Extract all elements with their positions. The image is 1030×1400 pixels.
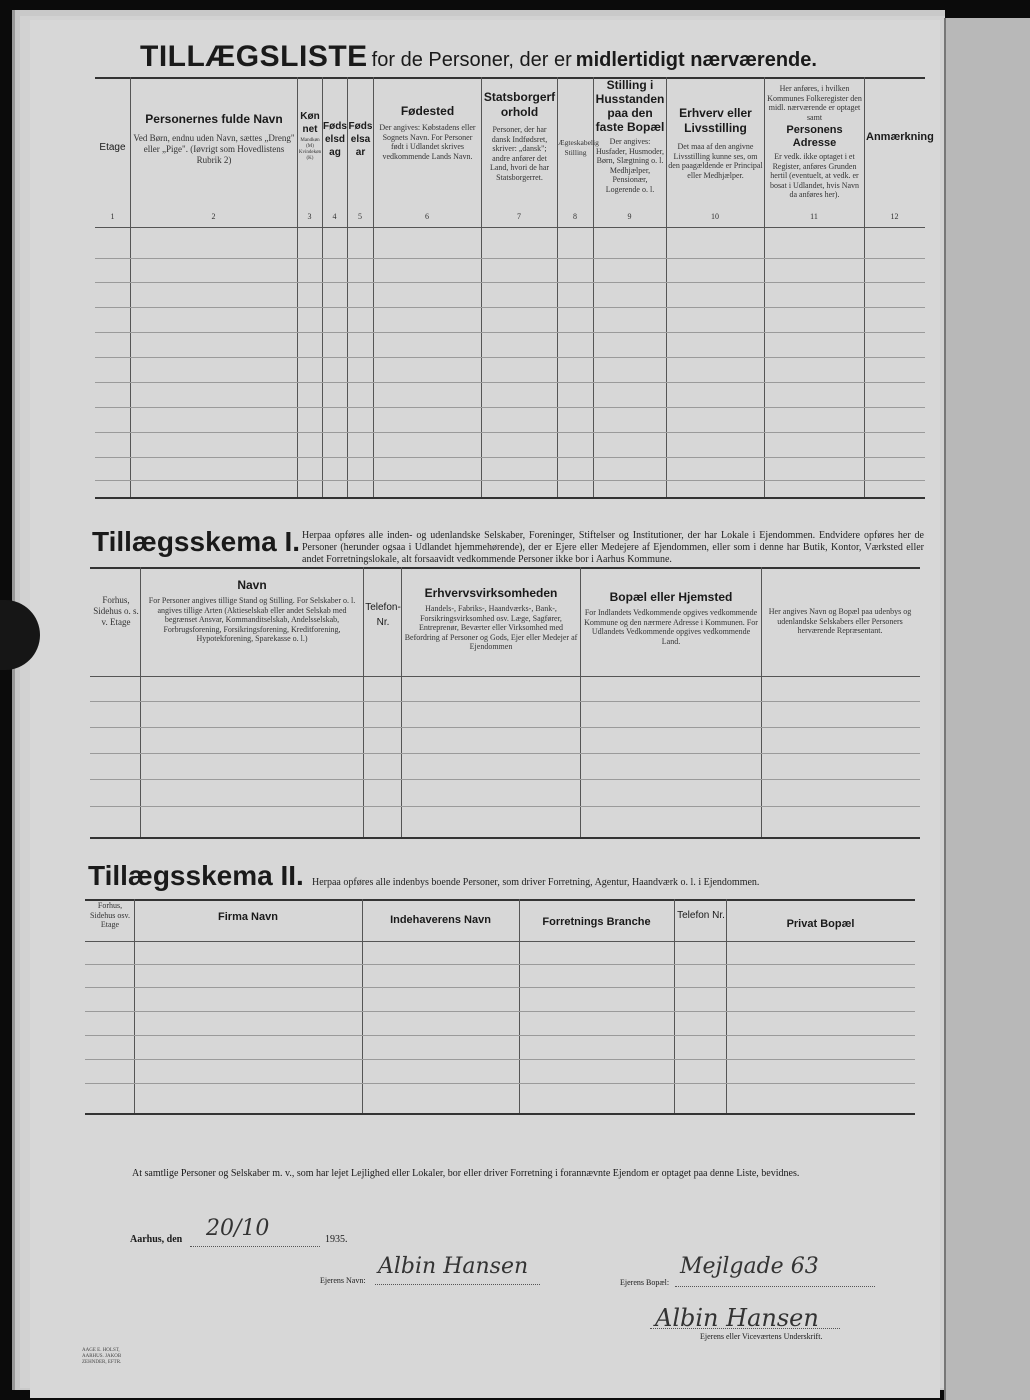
s2-col-privat-bopael: Privat Bopæl bbox=[786, 918, 855, 930]
s1-col-etage: Forhus, Sidehus o. s. v. Etage bbox=[93, 595, 139, 627]
skema1-bottom-border bbox=[90, 837, 920, 839]
skema1-title: Tillægsskema I. bbox=[92, 526, 301, 557]
col-header-adresse: Her anføres, i hvilken Kommunes Folkeregister den midl. nærværende er optaget samt Personens Adresse Er vedk. ikke optaget i et Register, anføres Grunden hertil (eventuelt, at vedk. er bosat i Udlandet, hvis Navn da anføres her). bbox=[767, 84, 862, 199]
signature-handwritten: Albin Hansen bbox=[655, 1304, 819, 1332]
city-label: Aarhus, den bbox=[130, 1234, 183, 1245]
date-handwritten: 20/10 bbox=[206, 1216, 270, 1241]
certification-text: At samtlige Personer og Selskaber m. v., som har lejet Lejlighed eller Lokaler, bor eller driver Forretning i forannævnte Ejendom er optaget paa denne Liste, bevidnes. bbox=[132, 1168, 800, 1179]
s1-col-navn: Navn For Personer angives tillige Stand og Stilling. For Selskaber o. l. angives tillige Arten (Aktieselskab eller andet Selskab med begrænset Ansvar, Kommanditselskab, Andelsselskab, Forbrugsforening, Forsikringsforening, Kreditforening, Hypotekforening, Sparekasse o. l.) bbox=[148, 578, 356, 643]
skema2-title: Tillægsskema II. bbox=[88, 860, 304, 891]
page-title: TILLÆGSLISTE for de Personer, der er midlertidigt nærværende. bbox=[140, 40, 817, 73]
s2-col-etage: Forhus, Sidehus osv. Etage bbox=[90, 901, 130, 929]
s1-col-repraesentant: Her angives Navn og Bopæl paa udenbys og udenlandske Selskabers eller Personers herværende Repræsentant. bbox=[768, 607, 912, 635]
skema1-intro: Herpaa opføres alle inden- og udenlandske Selskaber, Foreninger, Stiftelser og Institutioner, der har Lokale i Ejendommen. Endvidere opføres her de Personer (herunder ogsaa i Udlandet hjemmehørende), der er Ejere eller Medejere af Ejendommen, eller som i denne har Butik, Kontor, Værksted eller andet Forretningslokale, alt forsaavidt vedkommende Personer ikke bor i Aarhus Kommune. bbox=[302, 530, 924, 565]
s2-col-telefon: Telefon Nr. bbox=[677, 910, 725, 921]
s2-col-firma: Firma Navn bbox=[218, 911, 278, 923]
owner-name-handwritten: Albin Hansen bbox=[378, 1254, 529, 1279]
printer-imprint: AAGE E. HOLST, AARHUS. JAKOB ZEHNDER, EFTR. bbox=[82, 1348, 122, 1365]
col-header-foedselsaar: Fødselsaar bbox=[348, 121, 373, 158]
col-header-stilling: Stilling i Husstanden paa den faste Bopæl Der angives: Husfader, Husmoder, Børn, Slægtning o. l. Medhjælper, Pensionær, Logerende o. l. bbox=[595, 78, 665, 194]
s1-col-telefon: Telefon-Nr. bbox=[365, 602, 401, 628]
skema1-top-border bbox=[90, 567, 920, 569]
signature-label: Ejerens eller Viceværtens Underskrift. bbox=[700, 1332, 823, 1341]
table1-top-border bbox=[95, 77, 925, 79]
col-header-foedselsdag: Fødselsdag bbox=[323, 121, 347, 158]
s1-col-erhverv: Erhvervsvirksomheden Handels-, Fabriks-, Haandværks-, Bank-, Forsikringsvirksomhed osv. Læge, Sagfører, Entreprenør, Beværter eller Virksomhed med Befordring af Personer og Gods, Ejer eller Medejer af Ejendommen bbox=[404, 586, 578, 651]
s2-col-branche: Forretnings Branche bbox=[542, 916, 651, 928]
col-header-koen: Kønnet Mandkøn (M) Kvindekøn (K) bbox=[298, 111, 322, 161]
col-header-aegteskabelig: Ægteskabelig Stilling bbox=[558, 138, 599, 157]
skema2-top-border bbox=[85, 899, 915, 901]
col-header-statsborger: Statsborgerforhold Personer, der har dansk Indfødsret, skriver: „dansk"; andre anfører det Land, hvori de har Statsborgerret. bbox=[483, 90, 556, 182]
owner-address-handwritten: Mejlgade 63 bbox=[680, 1254, 819, 1279]
col-header-foedested: Fødested Der angives: Købstadens eller Sognets Navn. For Personer født i Udlandet skrives vedkommende Lands Navn. bbox=[379, 104, 476, 161]
col-header-etage: Etage bbox=[99, 142, 126, 153]
right-facing-page bbox=[944, 18, 1030, 1400]
owner-name-label: Ejerens Navn: bbox=[320, 1276, 366, 1285]
s1-col-bopael: Bopæl eller Hjemsted For Indlandets Vedkommende opgives vedkommende Kommune og den nærmere Adresse i Kommunen. For Udlandets Vedkommende opgives vedkommende Land. bbox=[584, 590, 758, 646]
owner-address-label: Ejerens Bopæl: bbox=[620, 1278, 670, 1287]
table1-header-border bbox=[95, 227, 925, 228]
col-header-erhverv: Erhverv eller Livsstilling Det maa af den angivne Livsstilling kunne ses, om den paagældende er Principal eller Medhjælper. bbox=[668, 106, 763, 180]
year: 1935. bbox=[325, 1234, 348, 1245]
skema2-bottom-border bbox=[85, 1113, 915, 1115]
document-page: TILLÆGSLISTE for de Personer, der er midlertidigt nærværende. Etage Personernes fulde Navn Ved Børn, endnu uden Navn, sættes „Dreng" eller „Pige". (Iøvrigt som Hovedlistens Rubrik 2) Kønnet Mandkøn (M) Kvindekøn (K) Fødselsdag Fødselsaar Fødested Der angives: Købstadens eller Sognets Navn. For Personer født i Udlandet skrives vedkommende Lands Navn. Statsborgerforhold Personer, der har dansk Indfødsret, skriver: „dansk"; andre anfører det Land, hvori de har Statsborgerret. Ægteskabelig Stilling Stilling i Husstanden paa den faste Bopæl Der angives: Husfader, Husmoder, Børn, Slægtning o. l. Medhjælper, Pensionær, Logerende o. l. Erhverv eller Livsstilling Det maa af den angivne Livsstilling kunne ses, om den paagældende er Principal eller Medhjælper. Her anføres, i hvilken Kommunes Folkeregister den midl. nærværende er optaget samt Personens Adresse Er vedk. ikke optaget i et Register, anføres Grunden hertil (eventuelt, at vedk. er bosat i Udlandet, hvis Navn da anføres her). Anmærkning 1 2 3 4 5 6 7 8 9 10 11 12 Tillægsskema I. Herpaa opføres alle inden- og udenlandske Selskaber, Foreninger, Stiftelser og Institutioner, der har Lokale i Ejendommen. Endvidere opføres her de Personer (herunder ogsaa i Udlandet hjemmehørende), der er Ejere eller Medejere af Ejendommen, eller som i denne har Butik, Kontor, Værksted eller andet Forretningslokale, alt forsaavidt vedkommende Personer ikke bor i Aarhus Kommune. Forhus, Sidehus o. s. v. Etage Navn For Personer angives tillige Stand og Stilling. For Selskaber o. l. angives tillige Arten (Aktieselskab eller andet Selskab med begrænset Ansvar, Kommanditselskab, Andelsselskab, Forbrugsforening, Forsikringsforening, Kreditforening, Hypotekforening, Sparekasse o. l.) Telefon-Nr. Erhvervsvirksomheden Handels-, Fabriks-, Haandværks-, Bank-, Forsikringsvirksomhed osv. Læge, Sagfører, Entreprenør, Beværter eller Virksomhed med Befordring af Personer og Gods, Ejer eller Medejer af Ejendommen Bopæl eller Hjemsted For Indlandets Vedkommende opgives vedkommende Kommune og den nærmere Adresse i Kommunen. For Udlandets Vedkommende opgives vedkommende Land. Her angives Navn og Bopæl paa udenbys og udenlandske Selskabers eller Personers herværende Repræsentant. Tillægsskema II. Herpaa opføres alle indenbys boende Personer, som driver Forretning, Agentur, Haandværk o. l. i Ejendommen. Forhus, Sidehus osv. Etage Firma Navn Indehaverens Navn Forretnings Branche Telefon Nr. Privat Bopæl At samtlige Personer og Selskaber m. v., som har lejet Lejlighed eller Lokaler, bor eller driver Forretning i forannævnte Ejendom er optaget paa denne Liste, bevidnes. Aarhus, den 20/10 1935. Ejerens Navn: Albin Hansen Ejerens Bopæl: Mejlgade 63 Albin Hansen Ejerens eller Viceværtens Underskrift. AAGE E. HOLST, AARHUS. JAKOB ZEHNDER, EFTR. bbox=[30, 20, 940, 1398]
skema2-intro: Herpaa opføres alle indenbys boende Personer, som driver Forretning, Agentur, Haandværk o. l. i Ejendommen. bbox=[312, 877, 760, 888]
col-header-navn: Personernes fulde Navn Ved Børn, endnu uden Navn, sættes „Dreng" eller „Pige". (Iøvrigt som Hovedlistens Rubrik 2) bbox=[133, 112, 295, 165]
s2-col-indehaver: Indehaverens Navn bbox=[390, 914, 491, 926]
table1-bottom-border bbox=[95, 497, 925, 499]
col-header-anmaerkning: Anmærkning bbox=[866, 131, 934, 143]
